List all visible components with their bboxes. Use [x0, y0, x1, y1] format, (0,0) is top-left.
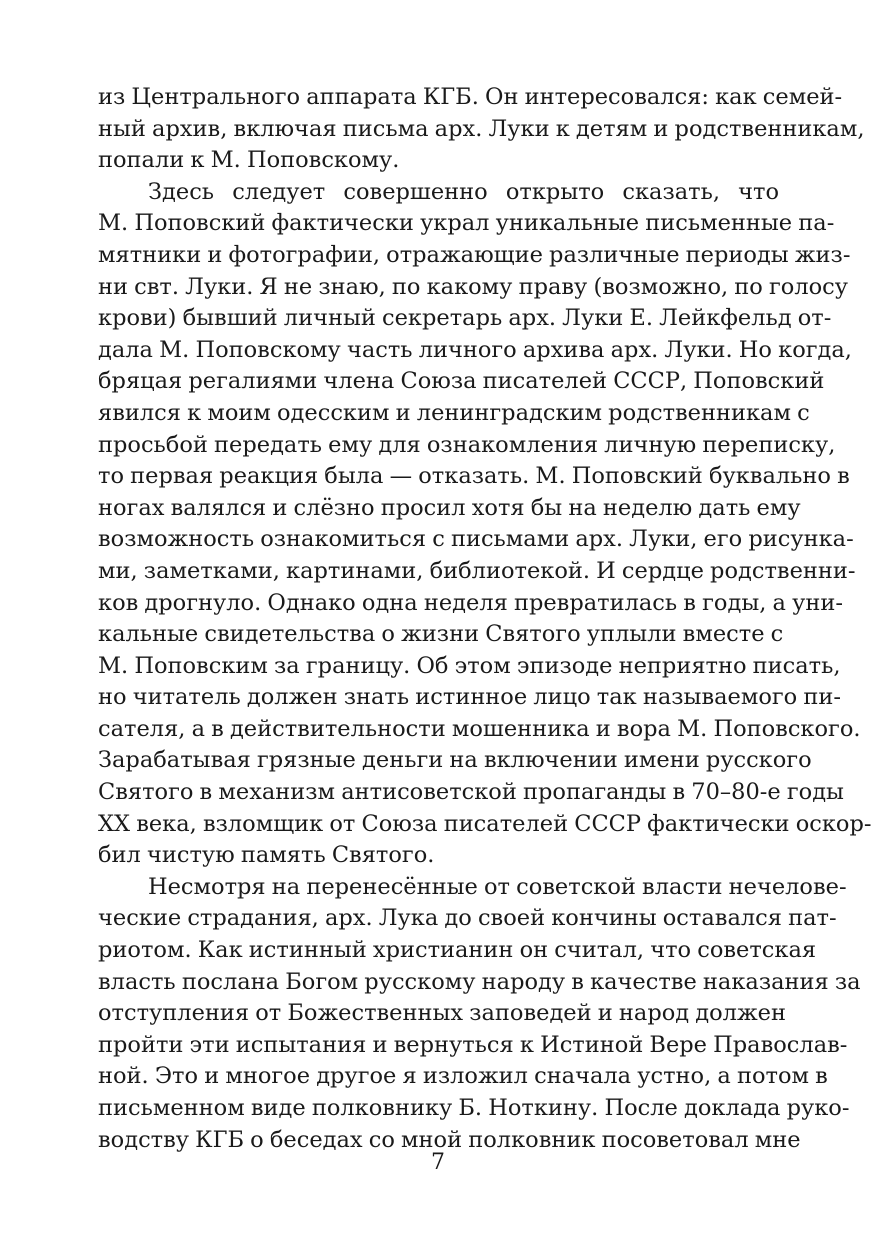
text-line: попали к М. Поповскому.	[98, 147, 400, 174]
text-line: сателя, а в действительности мошенника и вора М. Поповского.	[98, 715, 861, 742]
text-line: Несмотря на перенесённые от советской власти нечелове-	[148, 873, 847, 900]
text-line: мятники и фотографии, отражающие различные периоды жиз-	[98, 241, 851, 268]
text-line: Здесь следует совершенно открыто сказать, что	[148, 178, 779, 205]
text-line: отступления от Божественных заповедей и народ должен	[98, 1000, 786, 1027]
page-number: 7	[431, 1150, 445, 1175]
text-line: власть послана Богом русскому народу в качестве наказания за	[98, 968, 861, 995]
text-line: то первая реакция была — отказать. М. Поповский буквально в	[98, 463, 850, 490]
text-line: М. Поповским за границу. Об этом эпизоде неприятно писать,	[98, 652, 841, 679]
paragraph	[98, 82, 865, 177]
paragraph	[98, 872, 861, 1156]
text-line: ни свт. Луки. Я не знаю, по какому праву (возможно, по голосу	[98, 273, 849, 300]
paragraph	[98, 177, 872, 872]
text-line: ми, заметками, картинами, библиотекой. И сердце родственни-	[98, 557, 856, 584]
text-line: явился к моим одесским и ленинградским родственникам с	[98, 399, 810, 426]
text-line: дала М. Поповскому часть личного архива арх. Луки. Но когда,	[98, 336, 852, 363]
text-line: бряцая регалиями члена Союза писателей СССР, Поповский	[98, 368, 825, 395]
text-line: пройти эти испытания и вернуться к Истиной Вере Православ-	[98, 1031, 848, 1058]
text-line: письменном виде полковнику Б. Ноткину. После доклада руко-	[98, 1095, 850, 1121]
text-line: бил чистую память Святого.	[98, 842, 435, 869]
text-line: крови) бывший личный секретарь арх. Луки Е. Лейкфельд от-	[98, 305, 832, 332]
text-line: ногах валялся и слёзно просил хотя бы на неделю дать ему	[98, 494, 801, 521]
text-line: просьбой передать ему для ознакомления личную переписку,	[98, 431, 836, 458]
text-line: но читатель должен знать истинное лицо так называемого пи-	[98, 684, 841, 711]
text-line: из Центрального аппарата КГБ. Он интересовался: как семей-	[98, 84, 843, 110]
text-line: ный архив, включая письма арх. Луки к детям и родственникам,	[98, 115, 865, 142]
text-line: кальные свидетельства о жизни Святого уплыли вместе с	[98, 621, 784, 648]
text-line: ков дрогнуло. Однако одна неделя превратилась в годы, а уни-	[98, 589, 843, 616]
text-line: риотом. Как истинный христианин он считал, что советская	[98, 937, 817, 964]
text-line: Зарабатывая грязные деньги на включении имени русского	[98, 747, 812, 774]
text-line: ной. Это и многое другое я изложил сначала устно, а потом в	[98, 1063, 828, 1090]
text-line: ческие страдания, арх. Лука до своей кончины оставался пат-	[98, 905, 837, 932]
text-line: возможность ознакомиться с письмами арх. Луки, его рисунка-	[98, 526, 854, 553]
text-line: XX века, взломщик от Союза писателей СССР фактически оскор-	[98, 810, 872, 837]
text-line: М. Поповский фактически украл уникальные письменные па-	[98, 210, 835, 237]
text-line: Святого в механизм антисоветской пропаганды в 70–80-е годы	[98, 779, 844, 806]
page-body	[98, 82, 872, 1156]
text-line: водству КГБ о беседах со мной полковник посоветовал мне	[98, 1126, 801, 1153]
